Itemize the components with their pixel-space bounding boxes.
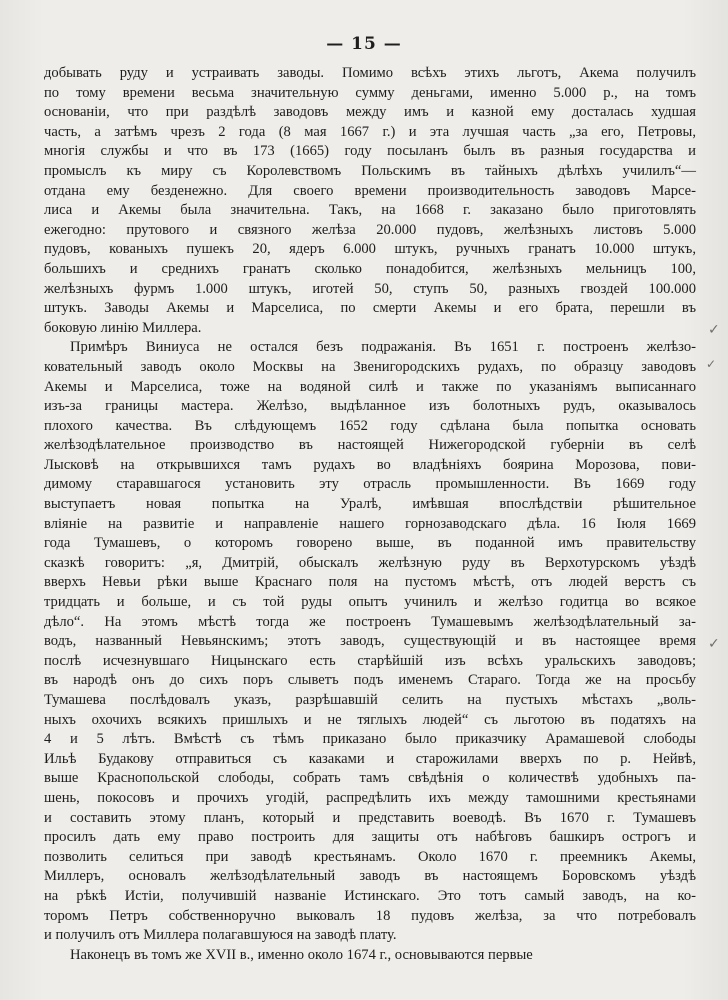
text-line: выше Краснопольской слободы, собрать тамъ свѣдѣнія о количествѣ удобныхъ па- xyxy=(44,770,696,787)
margin-check-mark-icon: ✓ xyxy=(708,636,720,652)
text-line: по тому времени весьма значительную сумму деньгами, именно 5.000 р., на томъ xyxy=(44,84,696,101)
text-line: тридцать и больше, и съ той руды опытъ учинилъ и желѣзо годитца во всякое xyxy=(44,594,696,611)
text-line: Лысковѣ на открывшихся тамъ рудахъ во владѣніяхъ боярина Морозова, пови- xyxy=(44,456,696,473)
text-line: лиса и Акемы была значительна. Такъ, на 1668 г. заказано было приготовлять xyxy=(44,202,696,219)
text-line: основаніи, что при раздѣлѣ заводовъ между имъ и казной ему досталась худшая xyxy=(44,104,696,121)
text-line: въ народѣ онъ до сихъ поръ слыветъ подъ именемъ Стараго. Тогда же на просьбу xyxy=(44,672,696,689)
text-line: Примѣръ Виниуса не остался безъ подражанія. Въ 1651 г. построенъ желѣзо- xyxy=(70,339,696,356)
text-line: вверхъ Невьи рѣки выше Краснаго поля на пустомъ мѣстѣ, отъ людей верстъ съ xyxy=(44,574,696,591)
text-line: вліяніе на развитіе и направленіе нашего горнозаводскаго дѣла. 16 Іюля 1669 xyxy=(44,515,696,532)
paragraph xyxy=(44,946,696,966)
text-line: димому старавшагося установить эту отрасль промышленности. Въ 1669 году xyxy=(44,476,696,493)
text-line: торомъ Петръ собственноручно выковалъ 18 пудовъ желѣза, за что потребовалъ xyxy=(44,907,696,924)
text-line: часть, а затѣмъ чрезъ 2 года (8 мая 1667 г.) и эта лучшая часть „за его, Петровы, xyxy=(44,123,696,140)
text-line: штукъ. Заводы Акемы и Марселиса, по смерти Акемы и его брата, перешли въ xyxy=(44,300,696,317)
text-line: большихъ и среднихъ гранатъ сколько понадобится, желѣзныхъ мельницъ 100, xyxy=(44,260,696,277)
text-line: водъ, названный Невьянскимъ; этотъ заводъ, существующій и въ настоящее время xyxy=(44,633,696,650)
text-line: пудовъ, кованыхъ пушекъ 20, ядеръ 6.000 штукъ, ручныхъ гранатъ 10.000 штукъ, xyxy=(44,241,696,258)
text-line: желѣзныхъ фурмъ 1.000 штукъ, иготей 50, ступъ 50, разныхъ гвоздей 100.000 xyxy=(44,280,696,297)
text-line: 4 и 5 лѣтъ. Вмѣстѣ съ тѣмъ приказано было приказчику Арамашевой слободы xyxy=(44,731,696,748)
text-line: и получилъ отъ Миллера полагавшуюся на заводѣ плату. xyxy=(44,927,397,944)
margin-check-mark-icon: ✓ xyxy=(708,322,720,338)
text-line: ежегодно: прутового и связного желѣза 20.000 пудовъ, желѣзныхъ листовъ 5.000 xyxy=(44,221,696,238)
text-line: просилъ дать ему право построить для защиты отъ набѣговъ башкиръ острогъ и xyxy=(44,829,696,846)
text-line: дѣло“. На этомъ мѣстѣ тогда же построенъ Тумашевымъ желѣзодѣлательный за- xyxy=(44,613,696,630)
page-number: — 15 — xyxy=(326,34,402,54)
text-line: многія службы и что въ 173 (1665) году посыланъ былъ въ разныя государства и xyxy=(44,143,696,160)
text-line: ныхъ охочихъ всякихъ пришлыхъ и не тяглыхъ людей“ съ льготою въ податяхъ на xyxy=(44,711,696,728)
text-line: выступаетъ новая попытка на Уралѣ, имѣвшая впослѣдствіи рѣшительное xyxy=(44,496,696,513)
text-line: желѣзодѣлательное производство въ настоящей Нижегородской губерніи въ селѣ xyxy=(44,437,696,454)
paragraph xyxy=(44,64,696,338)
text-line: Наконецъ въ томъ же XVII в., именно около 1674 г., основываются первые xyxy=(70,946,533,963)
paragraph xyxy=(44,338,696,945)
text-line: Миллеръ, основалъ желѣзодѣлательный заводъ въ настоящемъ Боровскомъ уѣздѣ xyxy=(44,868,696,885)
text-line: года Тумашевъ, о которомъ говорено выше, въ поданной имъ правительству xyxy=(44,535,696,552)
text-line: ковательный заводъ около Москвы на Звенигородскихъ рудахъ, по образцу заводовъ xyxy=(44,358,696,375)
body-text xyxy=(44,64,696,965)
text-line: промыслъ къ миру съ Королевствомъ Польскимъ въ тайныхъ дѣлѣхъ училилъ“— xyxy=(44,162,696,179)
text-line: отдана ему безденежно. Для своего времени производительность заводовъ Марсе- xyxy=(44,182,696,199)
text-line: плохого качества. Въ слѣдующемъ 1652 году сдѣлана была попытка основать xyxy=(44,417,696,434)
text-line: и составить этому планъ, который и представить воеводѣ. Въ 1670 г. Тумашевъ xyxy=(44,809,696,826)
text-line: послѣ исчезнувшаго Ницынскаго есть старѣйшій изъ всѣхъ уральскихъ заводовъ; xyxy=(44,652,696,669)
text-line: позволить селиться при заводѣ крестьянамъ. Около 1670 г. преемникъ Акемы, xyxy=(44,848,696,865)
text-line: добывать руду и устраивать заводы. Помимо всѣхъ этихъ льготъ, Акема получилъ xyxy=(44,65,696,81)
text-line: Тумашева послѣдовалъ указъ, разрѣшавшій селить на пустыхъ мѣстахъ „воль- xyxy=(44,692,696,708)
text-line: Акемы и Марселиса, тоже на водяной силѣ и также по указаніямъ выписаннаго xyxy=(44,378,696,395)
text-line: боковую линію Миллера. xyxy=(44,319,202,336)
margin-check-mark-icon: ✓ xyxy=(706,357,717,371)
text-line: сказкѣ говоритъ: „я, Дмитрій, обыскалъ желѣзную руду въ Верхотурскомъ уѣздѣ xyxy=(44,554,696,571)
text-line: Ильѣ Будакову отправиться съ казаками и старожилами вверхъ по р. Нейвѣ, xyxy=(44,750,696,767)
text-line: изъ-за границы мастера. Желѣзо, выдѣланное изъ болотныхъ рудъ, оказывалось xyxy=(44,398,696,415)
text-line: на рѣкѣ Истіи, получившій названіе Истинскаго. Это тотъ самый заводъ, на ко- xyxy=(44,887,696,904)
text-line: шень, покосовъ и прочихъ угодій, распредѣлить ихъ между тамошними крестьянами xyxy=(44,789,696,806)
